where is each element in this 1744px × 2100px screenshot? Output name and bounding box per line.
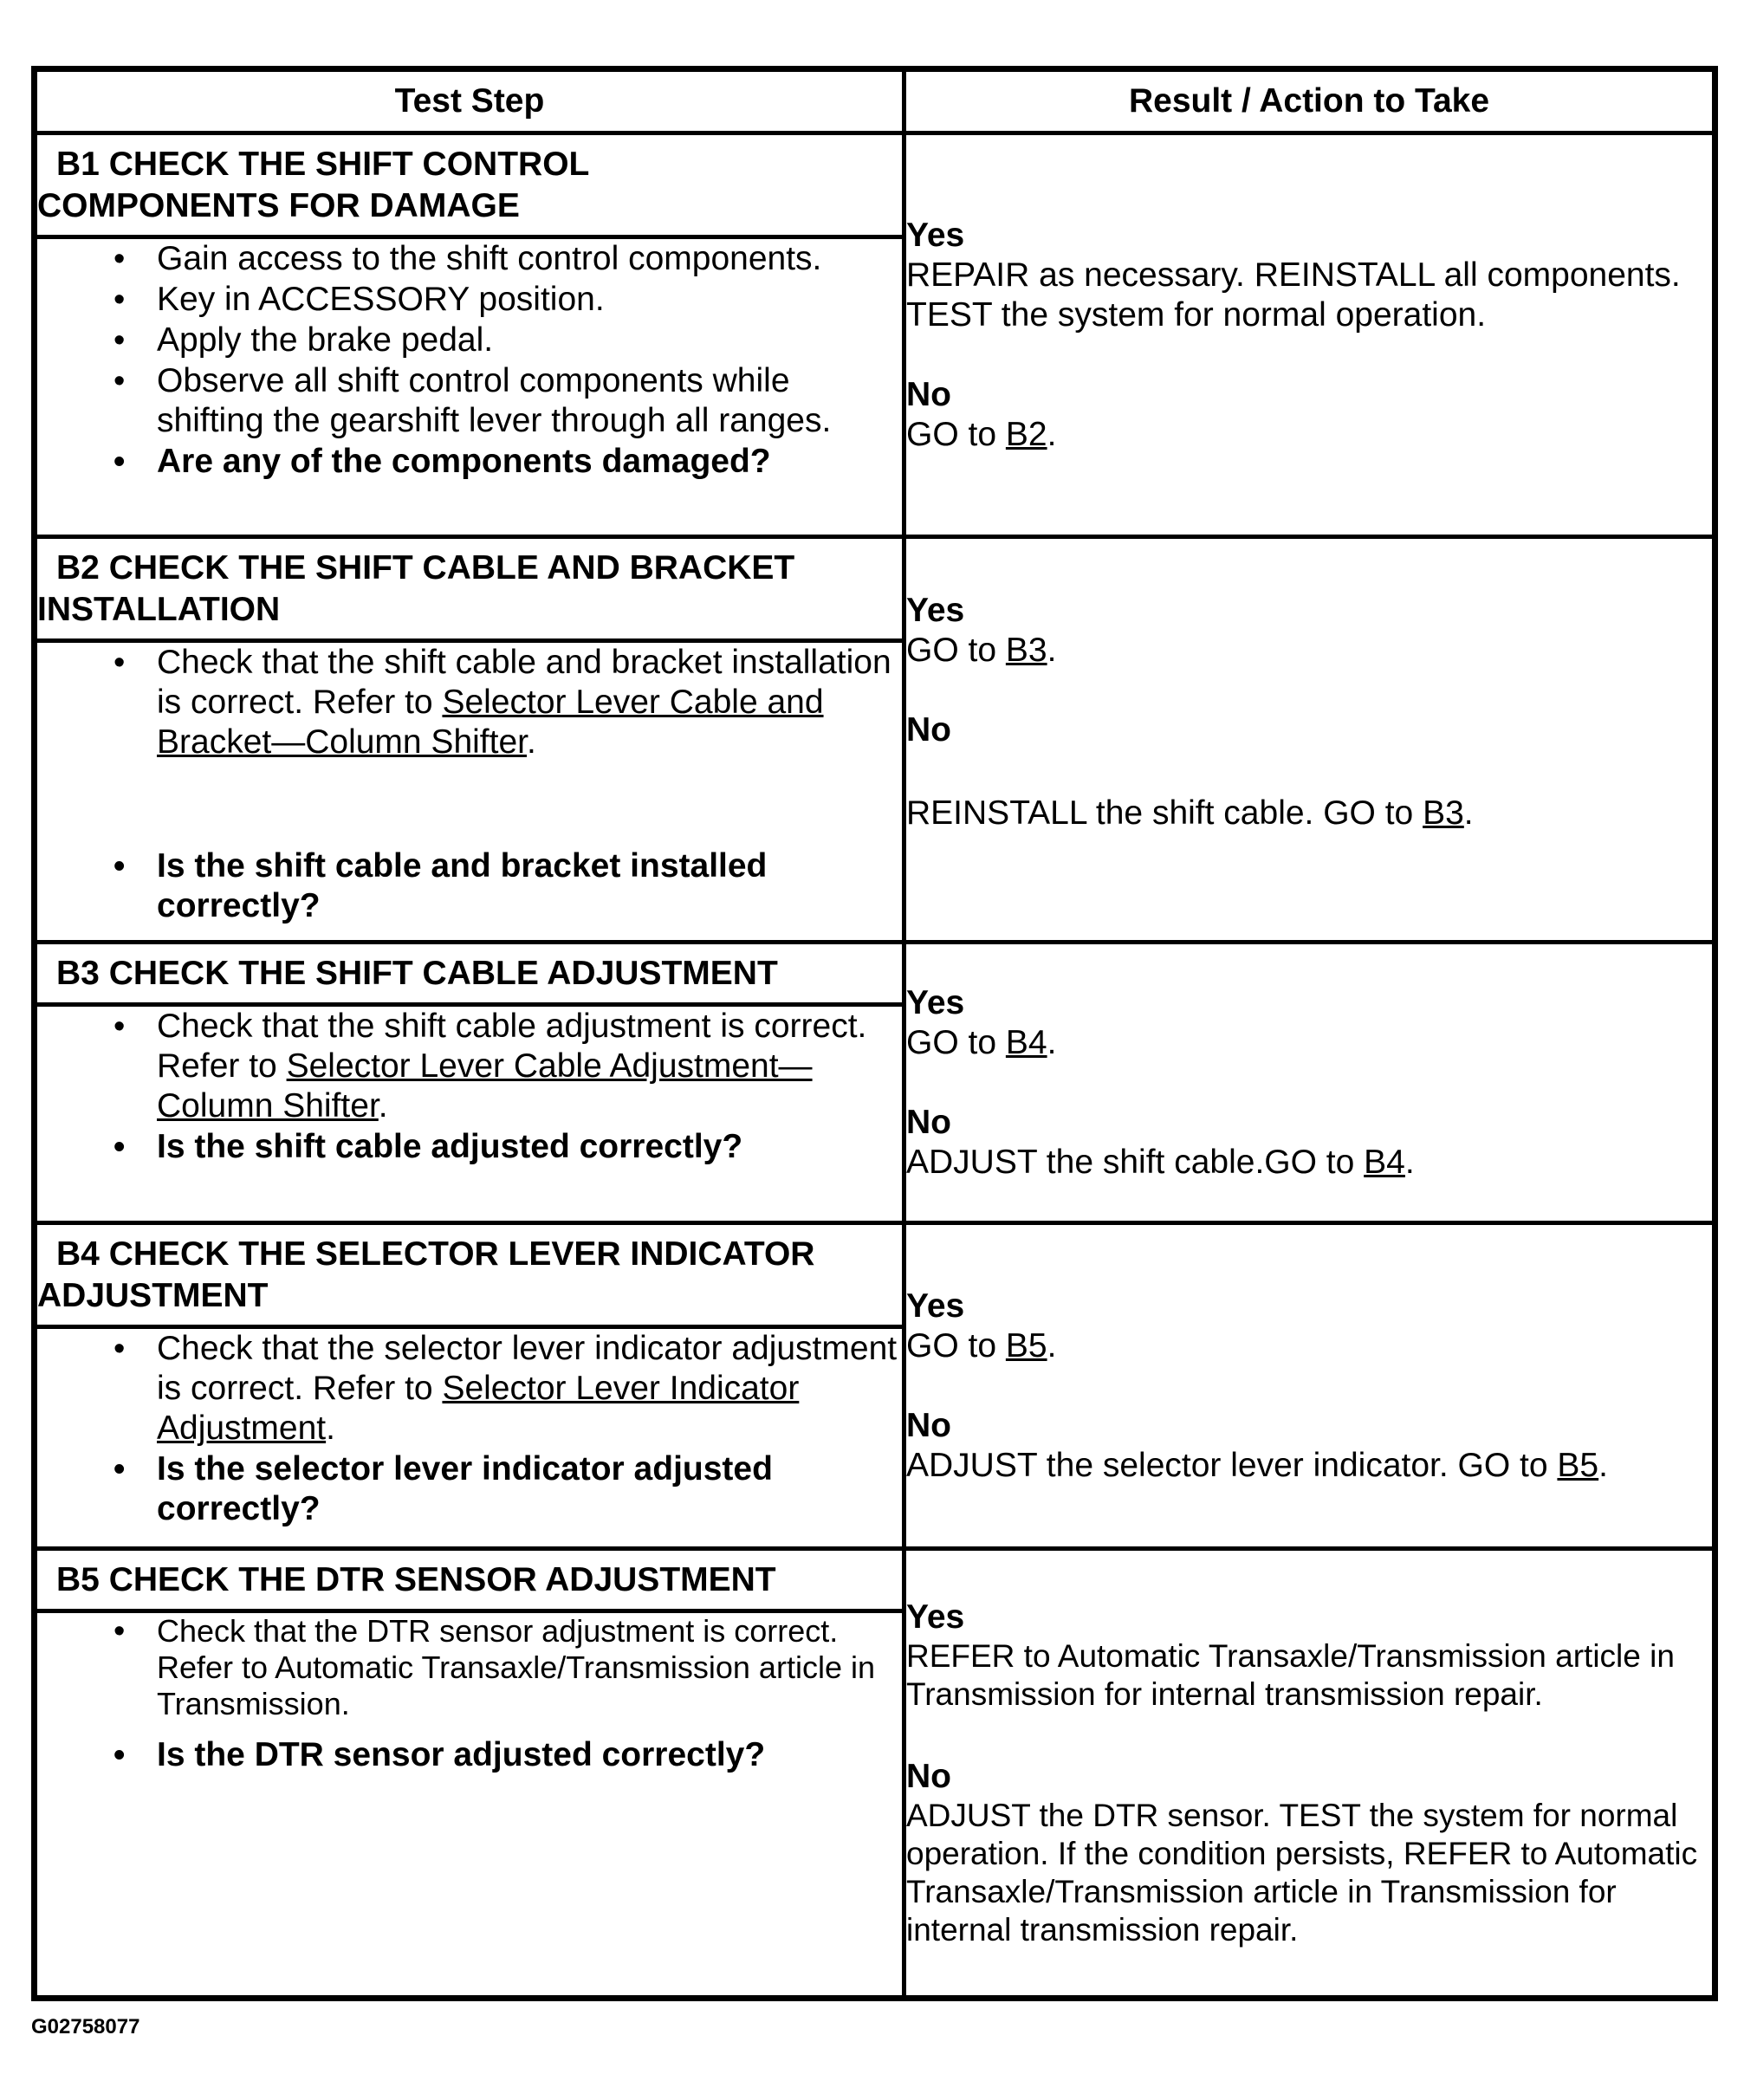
- step-b2-bullet-1: [157, 643, 902, 762]
- step-b1-title: [35, 133, 904, 237]
- step-b3-result: [904, 943, 1715, 1223]
- link-selector-lever-cable-adjustment[interactable]: Selector Lever Cable Adjustment—Column Shifter: [157, 1047, 813, 1125]
- step-b1-no-prefix: GO to: [906, 415, 1006, 453]
- step-b1-no-label: No: [906, 375, 951, 413]
- step-b3-yes-text: [906, 1023, 1712, 1063]
- step-b4-yes-label: Yes: [906, 1287, 965, 1325]
- step-b1-title-line1: CHECK THE SHIFT CONTROL: [108, 145, 590, 183]
- step-b4-body: [35, 1327, 904, 1549]
- step-b2-bullets: [37, 643, 902, 926]
- link-b5[interactable]: B5: [1005, 1326, 1047, 1364]
- step-b2-no-label: No: [906, 710, 951, 749]
- link-selector-lever-cable-bracket[interactable]: Selector Lever Cable and Bracket—Column Shifter: [157, 684, 824, 761]
- header-result-action: Result / Action to Take: [904, 69, 1715, 133]
- step-b3-bullets: [37, 1007, 902, 1167]
- step-b5-yes-label: Yes: [906, 1598, 965, 1636]
- table-header-row: [35, 69, 1715, 133]
- step-b4-question: • Is the selector lever indicator adjusted correctly?: [157, 1449, 902, 1529]
- step-b1-bullet-4: • Observe all shift control components while shifting the gearshift lever through all ranges.: [157, 361, 902, 441]
- step-b2-title-line1: CHECK THE SHIFT CABLE AND BRACKET: [108, 548, 795, 587]
- step-b2-title: [35, 537, 904, 641]
- diagnostic-table: [31, 66, 1718, 2001]
- step-b3-question: • Is the shift cable adjusted correctly?: [157, 1127, 902, 1167]
- step-b4-bullet-1: [157, 1329, 902, 1449]
- step-b5-title-line1: CHECK THE DTR SENSOR ADJUSTMENT: [108, 1560, 776, 1598]
- step-b3-no-suffix: .: [1404, 1143, 1415, 1181]
- step-b1-yes-text: REPAIR as necessary. REINSTALL all components. TEST the system for normal operation.: [906, 256, 1681, 334]
- step-b1-yes-label: Yes: [906, 216, 965, 254]
- step-b3-bullet-suffix: .: [378, 1087, 388, 1125]
- figure-id: G02758077: [31, 2015, 140, 2038]
- step-b4-yes-text: [906, 1326, 1712, 1366]
- step-b5-number: B5: [56, 1560, 100, 1598]
- step-b4-title-line2: ADJUSTMENT: [37, 1276, 269, 1314]
- step-b2-number: B2: [56, 548, 100, 587]
- step-b1-bullet-1: • Gain access to the shift control components.: [157, 239, 902, 279]
- step-b1-bullet-2: • Key in ACCESSORY position.: [157, 280, 902, 320]
- step-b5-bullet-1: • Check that the DTR sensor adjustment is correct. Refer to Automatic Transaxle/Transmission article in Transmission.: [157, 1613, 902, 1722]
- step-b3-yes-suffix: .: [1047, 1023, 1057, 1061]
- step-b2-yes-label: Yes: [906, 591, 965, 629]
- step-b5-title: [35, 1549, 904, 1611]
- step-b3-number: B3: [56, 954, 100, 992]
- step-b2-question: • Is the shift cable and bracket installed correctly?: [157, 846, 902, 926]
- step-b3-yes-prefix: GO to: [906, 1023, 1006, 1061]
- header-test-step: Test Step: [35, 69, 904, 133]
- step-b4-number: B4: [56, 1235, 100, 1273]
- step-b2-yes-suffix: .: [1047, 631, 1057, 669]
- step-b2-result: [904, 537, 1715, 943]
- step-b1-body: [35, 237, 904, 537]
- step-b3-no-text: [906, 1143, 1712, 1183]
- step-b3-body: [35, 1005, 904, 1223]
- step-b5-title-row: [35, 1549, 1715, 1611]
- step-b2-yes-text: [906, 631, 1712, 671]
- step-b4-result: [904, 1223, 1715, 1549]
- step-b1-number: B1: [56, 145, 100, 183]
- link-selector-lever-indicator-adjustment[interactable]: Selector Lever Indicator Adjustment: [157, 1370, 800, 1447]
- step-b5-question: • Is the DTR sensor adjusted correctly?: [157, 1735, 902, 1775]
- step-b2-no-prefix: REINSTALL the shift cable. GO to: [906, 794, 1423, 832]
- step-b2-bullet-suffix: .: [527, 723, 536, 761]
- step-b5-no-text: ADJUST the DTR sensor. TEST the system for normal operation. If the condition persists, REFER to Automatic Transaxle/Transmission article in Transmission for internal transmission repair.: [906, 1797, 1698, 1948]
- step-b2-body: [35, 641, 904, 943]
- link-b3-no[interactable]: B3: [1423, 794, 1464, 832]
- step-b4-no-text: [906, 1446, 1712, 1486]
- step-b2-no-suffix: .: [1463, 794, 1474, 832]
- step-b1-bullets: [37, 239, 902, 482]
- link-b4[interactable]: B4: [1005, 1023, 1047, 1061]
- step-b5-body: [35, 1611, 904, 1999]
- step-b1-no-suffix: .: [1047, 415, 1057, 453]
- step-b5-no-label: No: [906, 1757, 951, 1795]
- step-b1-bullet-3: • Apply the brake pedal.: [157, 321, 902, 360]
- step-b2-title-row: [35, 537, 1715, 641]
- step-b4-bullet-text: Check that the selector lever indicator adjustment is correct. Refer to: [157, 1330, 898, 1407]
- step-b1-question: • Are any of the components damaged?: [157, 442, 902, 482]
- step-b4-bullets: [37, 1329, 902, 1529]
- step-b3-title-row: [35, 943, 1715, 1005]
- step-b1-title-line2: COMPONENTS FOR DAMAGE: [37, 186, 520, 224]
- step-b2-no-text: [906, 794, 1712, 833]
- step-b4-no-label: No: [906, 1406, 951, 1444]
- step-b4-no-suffix: .: [1598, 1446, 1608, 1484]
- step-b4-no-prefix: ADJUST the selector lever indicator. GO to: [906, 1446, 1558, 1484]
- step-b1-result: [904, 133, 1715, 537]
- step-b3-title: [35, 943, 904, 1005]
- step-b3-bullet-text: Check that the shift cable adjustment is correct. Refer to: [157, 1008, 867, 1085]
- step-b5-result: [904, 1549, 1715, 1999]
- step-b4-title: [35, 1223, 904, 1327]
- step-b2-bullet-text: Check that the shift cable and bracket installation is correct. Refer to: [157, 644, 891, 721]
- step-b3-bullet-1: [157, 1007, 902, 1126]
- step-b4-yes-prefix: GO to: [906, 1326, 1006, 1364]
- step-b5-yes-text: REFER to Automatic Transaxle/Transmission article in Transmission for internal transmission repair.: [906, 1637, 1675, 1712]
- link-b3[interactable]: B3: [1005, 631, 1047, 669]
- step-b3-yes-label: Yes: [906, 983, 965, 1021]
- step-b5-bullets: [37, 1613, 902, 1775]
- step-b3-title-line1: CHECK THE SHIFT CABLE ADJUSTMENT: [108, 954, 778, 992]
- link-b5-no[interactable]: B5: [1557, 1446, 1599, 1484]
- step-b2-yes-prefix: GO to: [906, 631, 1006, 669]
- step-b4-title-row: [35, 1223, 1715, 1327]
- step-b1-no-text: [906, 415, 1712, 455]
- step-b1-title-row: [35, 133, 1715, 237]
- step-b4-yes-suffix: .: [1047, 1326, 1057, 1364]
- step-b3-no-prefix: ADJUST the shift cable.GO to: [906, 1143, 1365, 1181]
- step-b3-no-label: No: [906, 1103, 951, 1141]
- step-b2-title-line2: INSTALLATION: [37, 590, 281, 628]
- step-b4-bullet-suffix: .: [326, 1410, 335, 1447]
- link-b2[interactable]: B2: [1005, 415, 1047, 453]
- link-b4-no[interactable]: B4: [1364, 1143, 1405, 1181]
- step-b4-title-line1: CHECK THE SELECTOR LEVER INDICATOR: [108, 1235, 815, 1273]
